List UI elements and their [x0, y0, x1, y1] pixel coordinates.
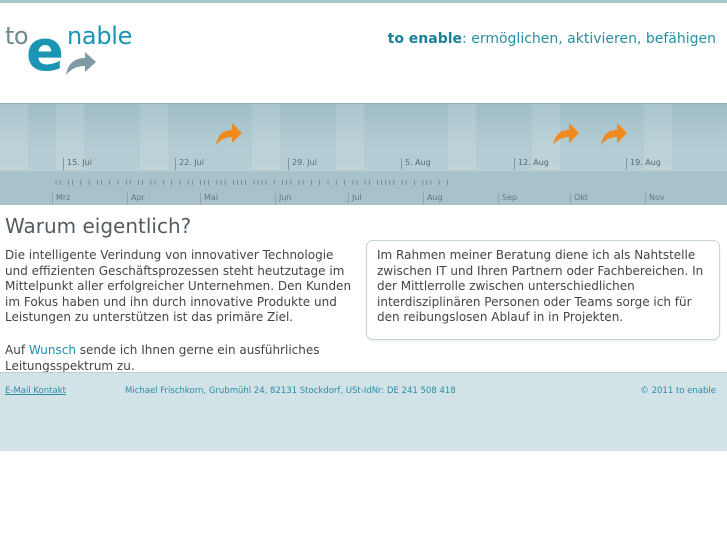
timeline-date: 22. Jul — [175, 158, 204, 170]
timeline-month: Jun — [275, 193, 292, 204]
info-card — [366, 240, 720, 340]
timeline-ticks: II II I I II I I II II II I I I II III III IIII IIII I III II I I I I I II II IIIII II I III I I — [55, 179, 451, 187]
timeline-date: 19. Aug — [626, 158, 661, 170]
info-card-text: Im Rahmen meiner Beratung diene ich als Nahtstelle zwischen IT und Ihren Partnern oder Fachbereichen. In der Mittlerrolle zwischen unterschiedlichen interdisziplinären Personen oder Teams sorge ich für den reibungslosen Ablauf in in Projekten. — [377, 248, 704, 325]
logo-e: e — [26, 19, 64, 84]
logo-nable: nable — [67, 22, 133, 50]
orange-arrow-icon[interactable] — [599, 119, 629, 149]
timeline-band — [0, 103, 727, 205]
request-link[interactable]: Wunsch — [28, 343, 76, 357]
logo[interactable] — [5, 20, 135, 84]
top-border — [0, 0, 727, 3]
timeline-date: 15. Jul — [63, 158, 92, 170]
tagline-rest: : ermöglichen, aktivieren, befähigen — [462, 31, 716, 47]
timeline-month: Sep — [498, 193, 517, 204]
request-paragraph — [5, 343, 355, 374]
timeline-month: Mrz — [52, 193, 70, 204]
timeline-month: Mai — [200, 193, 218, 204]
timeline-date: 29. Jul — [288, 158, 317, 170]
timeline-month: Okt — [570, 193, 588, 204]
intro-paragraph: Die intelligente Verindung von innovativer Technologie und effizienten Geschäftsprozessen steht heutzutage im Mittelpunkt aller erfolgreicher Unternehmen. Den Kunden im Fokus haben und ihn durch innovative Produkte und Leistungen zu unterstützen ist das primäre Ziel. — [5, 248, 352, 324]
timeline-overview[interactable] — [0, 171, 727, 205]
orange-arrow-icon[interactable] — [551, 119, 581, 149]
page-title: Warum eigentlich? — [5, 214, 192, 238]
footer — [0, 372, 727, 451]
timeline-month: Aug — [423, 193, 443, 204]
timeline-month: Jul — [348, 193, 362, 204]
request-text-before: Auf — [5, 343, 29, 357]
orange-arrow-icon[interactable] — [214, 119, 244, 149]
tagline — [388, 31, 716, 47]
timeline-month: Apr — [127, 193, 145, 204]
footer-address: Michael Frischkorn, Grubmühl 24, 82131 Stockdorf, USt-IdNr: DE 241 508 418 — [125, 386, 456, 396]
email-contact-link[interactable]: E-Mail Kontakt — [5, 386, 66, 396]
logo-to: to — [5, 22, 29, 50]
timeline-date: 12. Aug — [514, 158, 549, 170]
timeline-month: Nov — [645, 193, 665, 204]
timeline-date: 5. Aug — [401, 158, 431, 170]
request-text-after: sende ich Ihnen gerne ein ausführliches Leitungsspektrum zu. — [5, 343, 320, 373]
footer-copyright: © 2011 to enable — [640, 386, 716, 396]
tagline-brand: to enable — [387, 31, 463, 47]
logo-arrow-icon — [63, 48, 99, 78]
